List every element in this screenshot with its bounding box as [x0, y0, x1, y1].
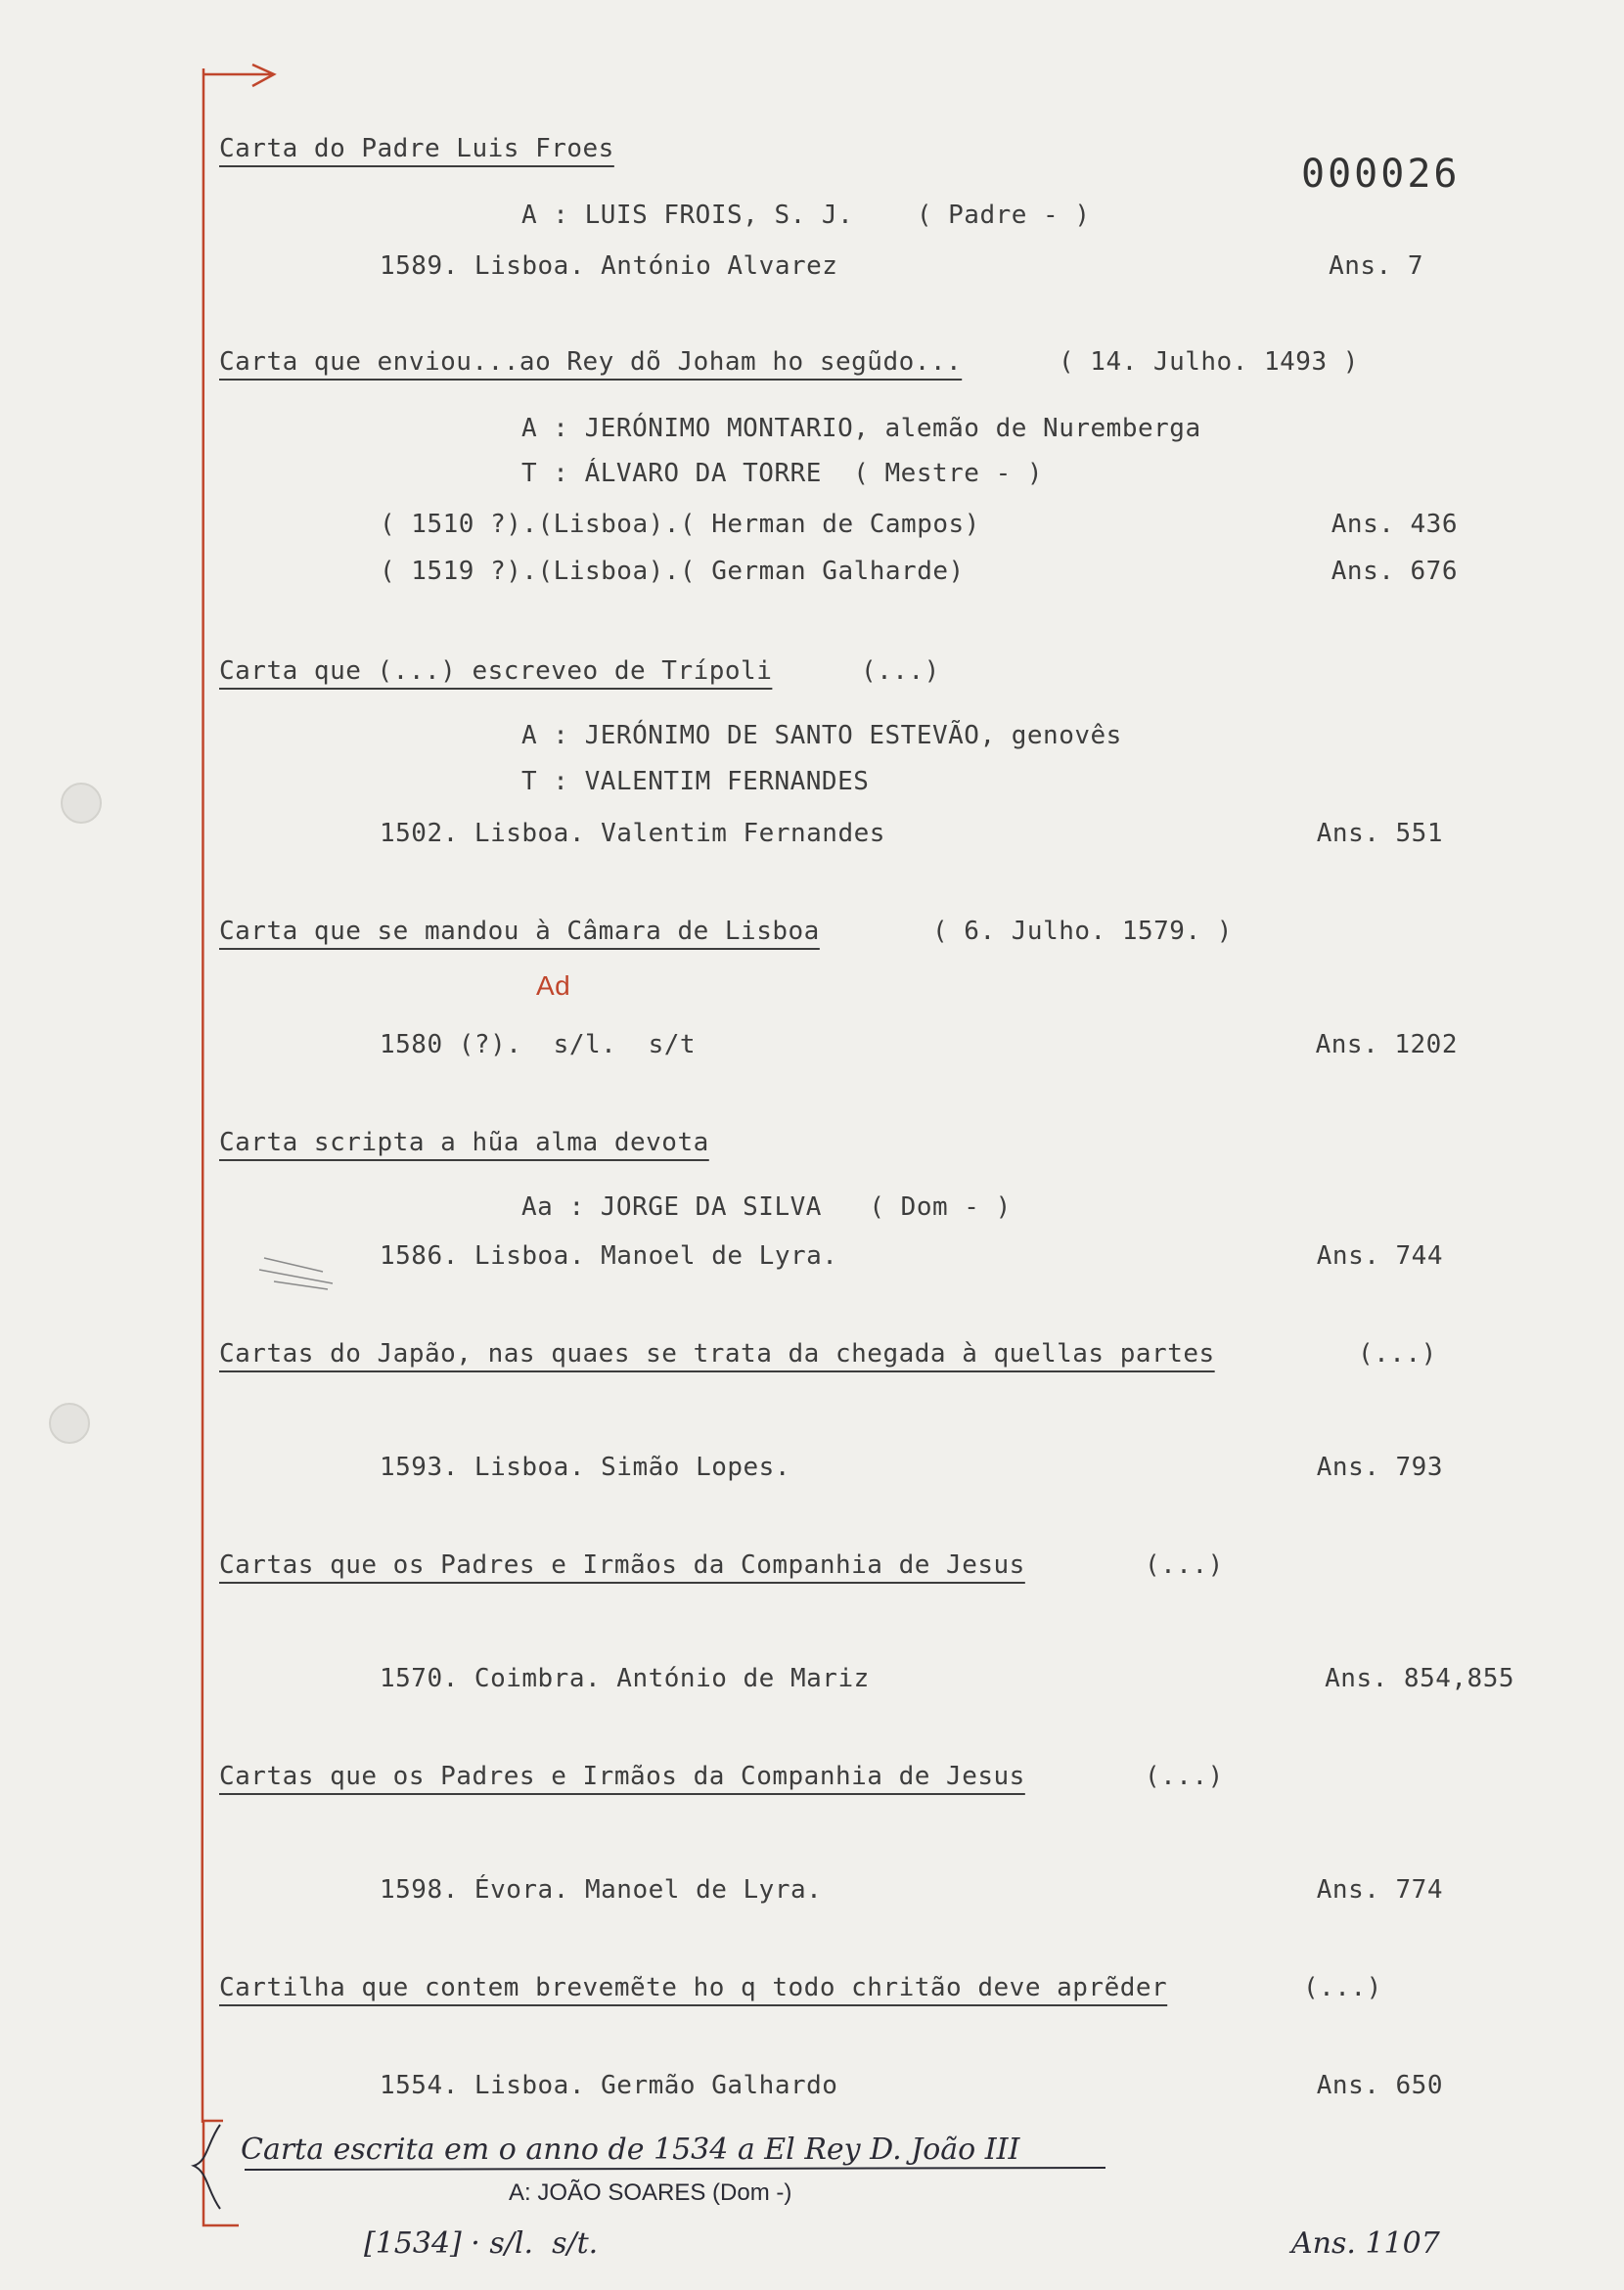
entry-ans: Ans. 793: [1316, 1453, 1443, 1482]
entry-imprint: 1593. Lisboa. Simão Lopes.: [380, 1453, 790, 1482]
entry-title: Cartas do Japão, nas quaes se trata da chegada à quellas partes: [219, 1339, 1215, 1369]
entry-title-date: ( 14. Julho. 1493 ): [1059, 347, 1359, 377]
entry-author: A : JERÓNIMO MONTARIO, alemão de Nuremberga: [521, 414, 1201, 443]
entry-imprint: ( 1519 ?).(Lisboa).( German Galharde): [380, 557, 965, 586]
punch-hole: [61, 783, 102, 824]
red-annotation: Ad: [536, 970, 571, 1001]
handwritten-ans: Ans. 1107: [1291, 2226, 1440, 2261]
entry-title: Carta que (...) escreveo de Trípoli: [219, 656, 773, 686]
entry-imprint: 1586. Lisboa. Manoel de Lyra.: [380, 1241, 838, 1271]
entry-title: Carta que se mandou à Câmara de Lisboa: [219, 917, 820, 946]
handwritten-author: A: JOÃO SOARES (Dom -): [509, 2179, 792, 2206]
document-number: 000026: [1301, 152, 1461, 197]
handwritten-title: Carta escrita em o anno de 1534 a El Rey D. João III: [241, 2133, 1020, 2167]
entry-ans: Ans. 676: [1331, 557, 1458, 586]
entry-title-date: ( 6. Julho. 1579. ): [932, 917, 1233, 946]
entry-title-tail: (...): [1145, 1762, 1224, 1791]
entry-imprint: 1554. Lisboa. Germão Galhardo: [380, 2071, 838, 2100]
entry-ans: Ans. 551: [1316, 819, 1443, 848]
entry-ans: Ans. 7: [1329, 251, 1423, 281]
entry-title-tail: (...): [1303, 1973, 1382, 2002]
entry-author: A : JERÓNIMO DE SANTO ESTEVÃO, genovês: [521, 721, 1122, 750]
entry-author: Aa : JORGE DA SILVA ( Dom - ): [521, 1192, 1012, 1222]
entry-title-tail: (...): [861, 656, 940, 686]
entry-ans: Ans. 774: [1316, 1875, 1443, 1905]
entry-translator: T : ÁLVARO DA TORRE ( Mestre - ): [521, 459, 1044, 488]
entry-title-tail: (...): [1358, 1339, 1437, 1369]
punch-hole: [49, 1403, 90, 1444]
entry-title: Cartilha que contem brevemẽte ho q todo chritão deve aprẽder: [219, 1973, 1168, 2002]
entry-ans: Ans. 650: [1316, 2071, 1443, 2100]
entry-title: Carta scripta a hũa alma devota: [219, 1128, 709, 1157]
entry-ans: Ans. 744: [1316, 1241, 1443, 1271]
entry-imprint: 1598. Évora. Manoel de Lyra.: [380, 1875, 823, 1905]
entry-title-tail: (...): [1145, 1550, 1224, 1580]
entry-author: A : LUIS FROIS, S. J. ( Padre - ): [521, 201, 1091, 230]
entry-translator: T : VALENTIM FERNANDES: [521, 767, 870, 796]
entry-title: Carta do Padre Luis Froes: [219, 134, 614, 163]
entry-ans: Ans. 436: [1331, 510, 1458, 539]
entry-imprint: 1589. Lisboa. António Alvarez: [380, 251, 838, 281]
entry-imprint: 1570. Coimbra. António de Mariz: [380, 1664, 870, 1693]
entry-imprint: 1502. Lisboa. Valentim Fernandes: [380, 819, 885, 848]
entry-title: Cartas que os Padres e Irmãos da Companhia de Jesus: [219, 1762, 1025, 1791]
entry-title: Cartas que os Padres e Irmãos da Companhia de Jesus: [219, 1550, 1025, 1580]
entry-title: Carta que enviou...ao Rey dõ Joham ho segũdo...: [219, 347, 963, 377]
entry-imprint: 1580 (?). s/l. s/t: [380, 1030, 697, 1059]
handwritten-imprint: [1534] · s/l. s/t.: [364, 2226, 599, 2261]
entry-imprint: ( 1510 ?).(Lisboa).( Herman de Campos): [380, 510, 980, 539]
entry-ans: Ans. 1202: [1315, 1030, 1458, 1059]
entry-ans: Ans. 854,855: [1325, 1664, 1514, 1693]
